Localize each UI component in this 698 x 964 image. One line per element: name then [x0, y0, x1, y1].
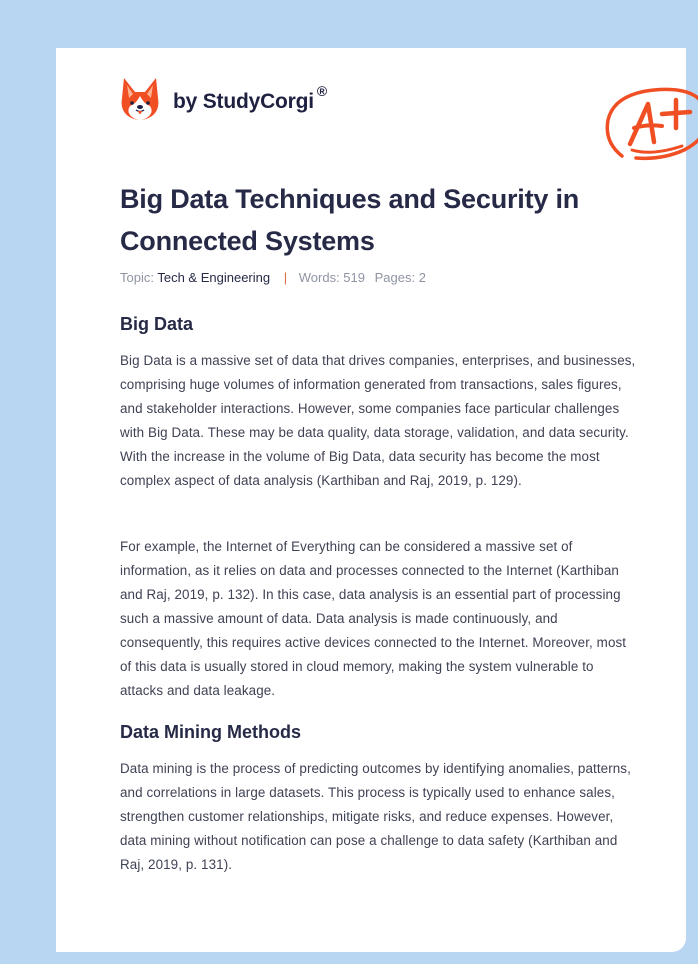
page-count: Pages: 2 — [374, 270, 426, 285]
document-card — [56, 48, 686, 952]
paragraph: For example, the Internet of Everything can be considered a massive set of information, as it relies on data and processes connected to the Internet (Karthiban and Raj, 2019, p. 132). In this case, data analysis is an essential part of processing such a massive amount of data. Data analysis is made continuously, and consequently, this requires active devices connected to the Internet. Moreover, most of this data is usually stored in cloud memory, making the system vulnerable to attacks and data leakage. — [120, 539, 627, 698]
topic-label: Topic: — [120, 270, 154, 285]
corgi-icon — [120, 76, 160, 122]
header — [120, 74, 650, 146]
studycorgi-logo[interactable] — [120, 76, 327, 122]
page-title: Big Data Techniques and Security in Connected Systems — [120, 184, 580, 256]
document-meta — [120, 270, 426, 285]
section-heading: Data Mining Methods — [120, 722, 301, 742]
registered-mark: ® — [316, 83, 328, 99]
word-count: Words: 519 — [298, 270, 365, 285]
topic-link[interactable]: Tech & Engineering — [157, 270, 271, 285]
paragraph: Data mining is the process of predicting outcomes by identifying anomalies, patterns, and correlations in large datasets. This process is typically used to enhance sales, strengthen customer relationships, mitigate risks, and reduce expenses. However, data mining without notification can pose a challenge to data safety (Karthiban and Raj, 2019, p. 131). — [120, 761, 631, 872]
section-heading: Big Data — [120, 314, 194, 334]
brand-text: by StudyCorgi — [173, 90, 314, 113]
meta-separator: | — [283, 270, 288, 285]
a-plus-grade-icon — [602, 84, 698, 166]
brand-name — [173, 83, 328, 114]
paragraph: Big Data is a massive set of data that drives companies, enterprises, and businesses, comprising huge volumes of information generated from transactions, sales figures, and stakeholder interactions. However, some companies face particular challenges with Big Data. These may be data quality, data storage, validation, and data security. With the increase in the volume of Big Data, data security has become the most complex aspect of data analysis (Karthiban and Raj, 2019, p. 129). — [120, 353, 636, 488]
